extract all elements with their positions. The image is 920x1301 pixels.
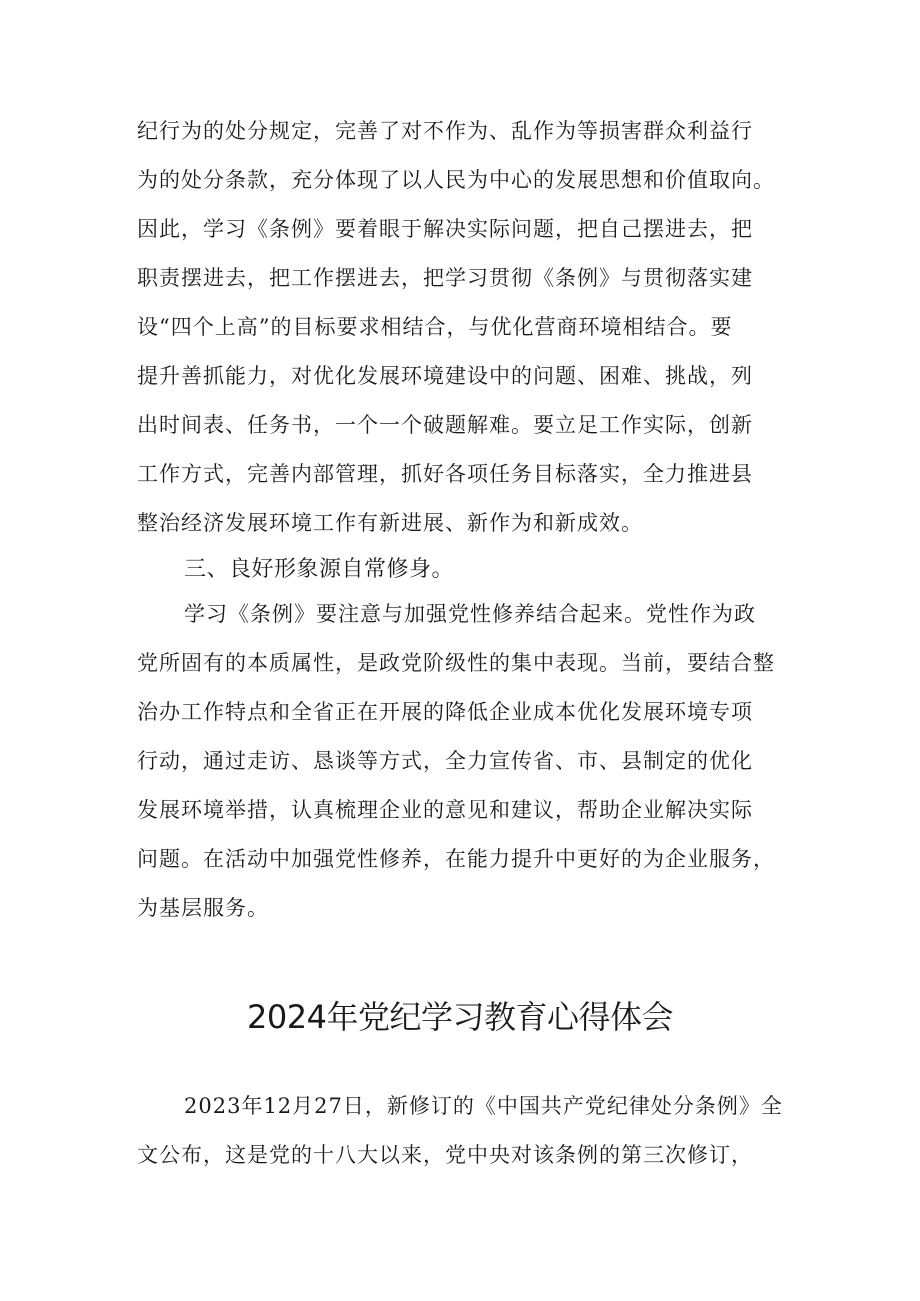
- paragraph-line: 纪行为的处分规定，完善了对不作为、乱作为等损害群众利益行: [137, 119, 753, 143]
- paragraph-line: 提升善抓能力，对优化发展环境建设中的问题、困难、挑战，列: [137, 364, 753, 388]
- paragraph-line: 因此，学习《条例》要着眼于解决实际问题，把自己摆进去，把: [137, 217, 753, 241]
- paragraph-line: 2023年12月27日，新修订的《中国共产党纪律处分条例》全: [184, 1094, 783, 1118]
- paragraph-line: 为的处分条款，充分体现了以人民为中心的发展思想和价值取向。: [137, 168, 775, 192]
- paragraph-line: 出时间表、任务书，一个一个破题解难。要立足工作实际，创新: [137, 413, 753, 437]
- paragraph-line: 为基层服务。: [137, 896, 269, 920]
- paragraph-line: 发展环境举措，认真梳理企业的意见和建议，帮助企业解决实际: [137, 798, 753, 822]
- section-two-tail-paragraph: [137, 107, 787, 548]
- paragraph-line: 设“四个上高”的目标要求相结合，与优化营商环境相结合。要: [137, 315, 733, 339]
- paragraph-line: 整治经济发展环境工作有新进展、新作为和新成效。: [137, 511, 643, 535]
- paragraph-line: 工作方式，完善内部管理，抓好各项任务目标落实，全力推进县: [137, 462, 753, 486]
- paragraph-line: 文公布，这是党的十八大以来，党中央对该条例的第三次修订，: [137, 1143, 753, 1167]
- section-three-paragraph: [137, 590, 787, 933]
- paragraph-line: 治办工作特点和全省正在开展的降低企业成本优化发展环境专项: [137, 700, 753, 724]
- paragraph-line: 行动，通过走访、恳谈等方式，全力宣传省、市、县制定的优化: [137, 749, 753, 773]
- article-title: 2024年党纪学习教育心得体会: [247, 998, 673, 1036]
- paragraph-line: 问题。在活动中加强党性修养，在能力提升中更好的为企业服务，: [137, 847, 775, 871]
- paragraph-line: 党所固有的本质属性，是政党阶级性的集中表现。当前，要结合整: [137, 651, 775, 675]
- section-three-heading: 三、良好形象源自常修身。: [184, 557, 455, 582]
- paragraph-line: 学习《条例》要注意与加强党性修养结合起来。党性作为政: [184, 602, 756, 626]
- paragraph-line: 职责摆进去，把工作摆进去，把学习贯彻《条例》与贯彻落实建: [137, 266, 753, 290]
- article-intro-paragraph: [137, 1082, 787, 1180]
